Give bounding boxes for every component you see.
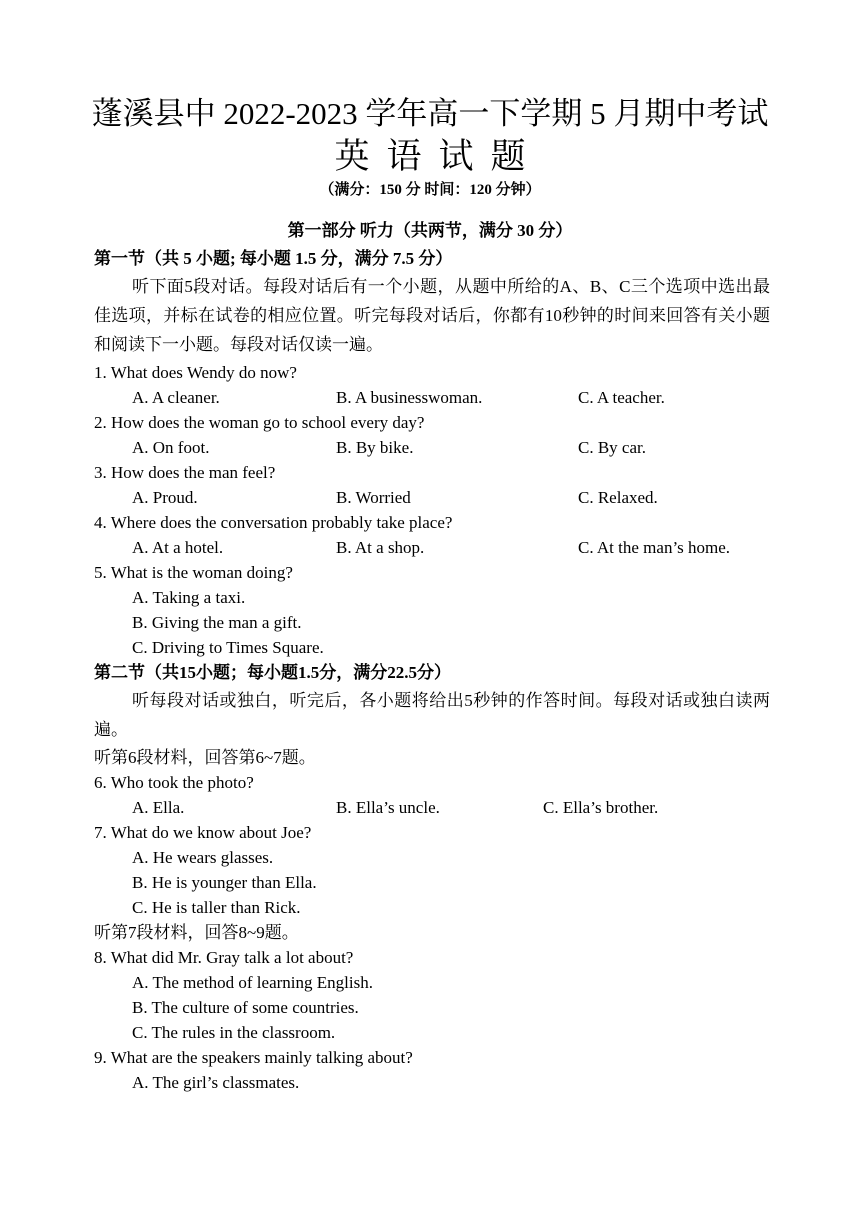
option-b: B. Worried <box>336 488 411 507</box>
question-2: 2. How does the woman go to school every day? <box>94 413 425 432</box>
option-b: B. The culture of some countries. <box>132 998 359 1017</box>
option-b: B. Giving the man a gift. <box>132 613 302 632</box>
option-a: A. Taking a taxi. <box>132 588 246 607</box>
option-c: C. A teacher. <box>578 388 665 407</box>
exam-title: 蓬溪县中 2022-2023 学年高一下学期 5 月期中考试 <box>91 96 769 131</box>
question-6: 6. Who took the photo? <box>94 773 254 792</box>
option-a: A. Proud. <box>132 488 198 507</box>
question-5: 5. What is the woman doing? <box>94 563 293 582</box>
score-time-info: （满分：150 分 时间：120 分钟） <box>319 182 541 198</box>
question-4-options <box>94 535 770 560</box>
option-a: A. He wears glasses. <box>132 848 274 867</box>
question-2-options <box>94 435 770 460</box>
option-a: A. The girl’s classmates. <box>132 1073 300 1092</box>
option-c: C. Ella’s brother. <box>543 798 659 817</box>
option-a: A. The method of learning English. <box>132 973 373 992</box>
question-7: 7. What do we know about Joe? <box>94 823 312 842</box>
option-b: B. At a shop. <box>336 538 425 557</box>
material-7-note: 听第7段材料，回答8~9题。 <box>94 923 299 942</box>
option-b: B. He is younger than Ella. <box>132 873 317 892</box>
question-6-options <box>94 795 770 820</box>
section1-instructions: 听下面5段对话。每段对话后有一个小题，从题中所给的A、B、C三个选项中选出最佳选项，并标在试卷的相应位置。听完每段对话后，你都有10秒钟的时间来回答有关小题和阅读下一小题。每段对话仅读一遍。 <box>94 277 770 354</box>
subject-title: 英语试题 <box>334 137 543 176</box>
option-a: A. On foot. <box>132 438 210 457</box>
option-c: C. The rules in the classroom. <box>132 1023 336 1042</box>
option-b: B. Ella’s uncle. <box>336 798 440 817</box>
material-6-note: 听第6段材料，回答第6~7题。 <box>94 748 316 767</box>
question-4: 4. Where does the conversation probably take place? <box>94 513 453 532</box>
option-c: C. By car. <box>578 438 646 457</box>
option-a: A. A cleaner. <box>132 388 220 407</box>
question-1: 1. What does Wendy do now? <box>94 363 297 382</box>
option-b: B. A businesswoman. <box>336 388 483 407</box>
section2-heading: 第二节（共15小题；每小题1.5分，满分22.5分） <box>94 663 451 682</box>
exam-body <box>94 246 770 1095</box>
option-c: C. Driving to Times Square. <box>132 638 324 657</box>
question-1-options <box>94 385 770 410</box>
question-3: 3. How does the man feel? <box>94 463 276 482</box>
section2-instructions: 听每段对话或独白，听完后，各小题将给出5秒钟的作答时间。每段对话或独白读两遍。 <box>94 691 770 739</box>
question-3-options <box>94 485 770 510</box>
option-a: A. At a hotel. <box>132 538 224 557</box>
part1-title: 第一部分 听力（共两节，满分 30 分） <box>287 221 573 240</box>
option-a: A. Ella. <box>132 798 185 817</box>
question-8: 8. What did Mr. Gray talk a lot about? <box>94 948 354 967</box>
option-c: C. At the man’s home. <box>578 538 731 557</box>
question-9: 9. What are the speakers mainly talking about? <box>94 1048 413 1067</box>
option-c: C. He is taller than Rick. <box>132 898 301 917</box>
section1-heading: 第一节（共 5 小题; 每小题 1.5 分，满分 7.5 分） <box>94 249 453 268</box>
option-c: C. Relaxed. <box>578 488 658 507</box>
option-b: B. By bike. <box>336 438 414 457</box>
